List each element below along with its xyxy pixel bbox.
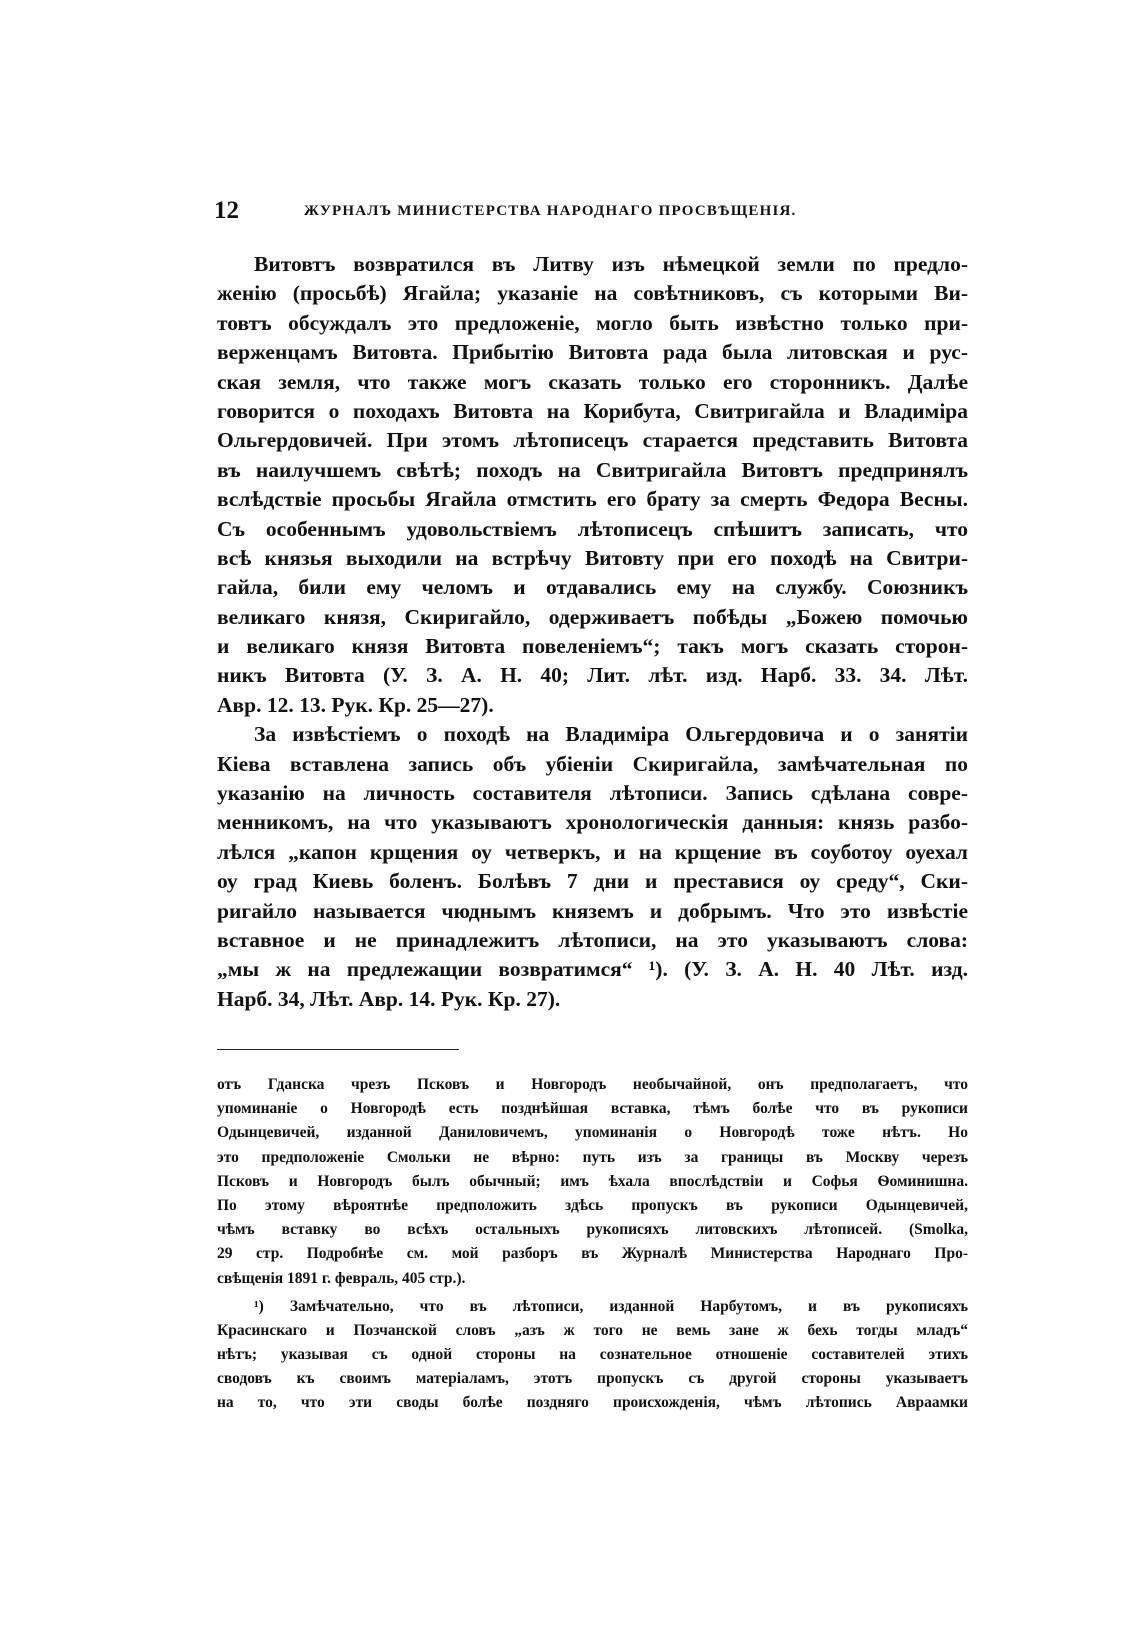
footnote-line: упоминаніе о Новгородѣ есть позднѣйшая вставка, тѣмъ болѣе что въ рукописи xyxy=(217,1100,968,1118)
text-line: Нарб. 34, Лѣт. Авр. 14. Рук. Кр. 27). xyxy=(217,986,561,1011)
footnote-line: По этому вѣроятнѣе предположить здѣсь пропускъ въ рукописи Одынцевичей, xyxy=(217,1196,968,1214)
text-line: менникомъ, на что указываютъ хронологическія данныя: князь разбо- xyxy=(217,810,968,835)
page-number: 12 xyxy=(214,197,239,224)
text-line: гайла, били ему челомъ и отдавались ему на службу. Союзникъ xyxy=(217,575,968,600)
text-line: За извѣстіемъ о походѣ на Владиміра Ольгердовича и о занятіи xyxy=(254,722,968,747)
text-line: всѣ князья выходили на встрѣчу Витовту при его походѣ на Свитри- xyxy=(217,545,968,570)
text-line: Кіева вставлена запись объ убіеніи Скиригайла, замѣчательная по xyxy=(217,751,968,776)
text-line: въ наилучшемъ свѣтѣ; походъ на Свитригайла Витовтъ предпринялъ xyxy=(217,457,968,482)
paragraph-2 xyxy=(217,720,968,1014)
paragraph-1 xyxy=(217,250,968,720)
text-line: Авр. 12. 13. Рук. Кр. 25—27). xyxy=(217,692,494,717)
text-line: товтъ обсуждалъ это предложеніе, могло быть извѣстно только при- xyxy=(217,310,968,335)
footnote-line: сводовъ къ своимъ матеріаламъ, этотъ пропускъ съ другой стороны указываетъ xyxy=(217,1370,968,1388)
text-line: Витовтъ возвратился въ Литву изъ нѣмецкой земли по предло- xyxy=(254,252,968,276)
footnote-divider xyxy=(217,1049,459,1050)
text-line: никъ Витовта (У. З. А. Н. 40; Лит. лѣт. изд. Нарб. 33. 34. Лѣт. xyxy=(217,663,968,688)
text-line: верженцамъ Витовта. Прибытію Витовта рада была литовская и рус- xyxy=(217,340,968,365)
footnote-line: Одынцевичей, изданной Даниловичемъ, упоминанія о Новгородѣ тоже нѣтъ. Но xyxy=(217,1124,968,1142)
footnote-line: свѣщенія 1891 г. февраль, 405 стр.). xyxy=(217,1269,466,1287)
footnote-line: нѣтъ; указывая съ одной стороны на сознательное отношеніе составителей этихъ xyxy=(217,1346,968,1364)
main-text xyxy=(217,250,968,1014)
page-header xyxy=(214,197,968,231)
footnote-line: отъ Гданска чрезъ Псковъ и Новгородъ необычайной, онъ предполагаетъ, что xyxy=(217,1076,968,1093)
footnote-line: это предположеніе Смольки не вѣрно: путь изъ за границы въ Москву черезъ xyxy=(217,1148,968,1166)
footnote-1 xyxy=(217,1295,968,1416)
footnote-continued xyxy=(217,1073,968,1291)
footnote-line: Псковъ и Новгородъ былъ обычный; имъ ѣхала впослѣдствіи и Софья Ѳоминишна. xyxy=(217,1172,968,1190)
footnote-line: ¹) Замѣчательно, что въ лѣтописи, изданной Нарбутомъ, и въ рукописяхъ xyxy=(254,1297,968,1315)
text-line: указанію на личность составителя лѣтописи. Запись сдѣлана совре- xyxy=(217,781,968,806)
text-line: ригайло называется чюднымъ княземъ и добрымъ. Что это извѣстіе xyxy=(217,898,968,923)
running-title: ЖУРНАЛЪ МИНИСТЕРСТВА НАРОДНАГО ПРОСВѢЩЕНІЯ. xyxy=(304,203,797,219)
text-line: женію (просьбѣ) Ягайла; указаніе на совѣтниковъ, съ которыми Ви- xyxy=(217,281,968,306)
text-line: говорится о походахъ Витовта на Корибута, Свитригайла и Владиміра xyxy=(217,398,968,423)
text-line: оу град Киевь боленъ. Болѣвъ 7 дни и преставися оу среду“, Ски- xyxy=(217,869,968,894)
text-line: вслѣдствіе просьбы Ягайла отмстить его брату за смерть Федора Весны. xyxy=(217,487,968,512)
text-line: „мы ж на предлежащии возвратимся“ ¹). (У. З. А. Н. 40 Лѣт. изд. xyxy=(217,957,968,982)
text-line: ская земля, что также могъ сказать только его сторонникъ. Далѣе xyxy=(217,369,968,394)
footnote-line: на то, что эти своды болѣе поздняго происхожденія, чѣмъ лѣтопись Авраамки xyxy=(217,1394,968,1412)
text-line: вставное и не принадлежитъ лѣтописи, на это указываютъ слова: xyxy=(217,927,968,952)
text-line: лѣлся „капон крщения оу четверкъ, и на крщение въ соуботоу оуехал xyxy=(217,839,968,864)
text-line: Съ особеннымъ удовольствіемъ лѣтописецъ спѣшитъ записать, что xyxy=(217,516,968,541)
text-line: великаго князя, Скиригайло, одерживаетъ побѣды „Божею помочью xyxy=(217,604,968,629)
footnote-line: Красинскаго и Позчанской словъ „азъ ж того не вемь зане ж бехь тогды младъ“ xyxy=(217,1321,968,1339)
footnotes xyxy=(217,1073,968,1416)
text-line: Ольгердовичей. При этомъ лѣтописецъ старается представить Витовта xyxy=(217,428,968,453)
text-line: и великаго князя Витовта повеленіемъ“; такъ могъ сказать сторон- xyxy=(217,634,968,659)
footnote-line: 29 стр. Подробнѣе см. мой разборъ въ Журналѣ Министерства Народнаго Про- xyxy=(217,1245,968,1263)
footnote-line: чѣмъ вставку во всѣхъ остальныхъ рукописяхъ литовскихъ лѣтописей. (Smolka, xyxy=(217,1221,968,1239)
